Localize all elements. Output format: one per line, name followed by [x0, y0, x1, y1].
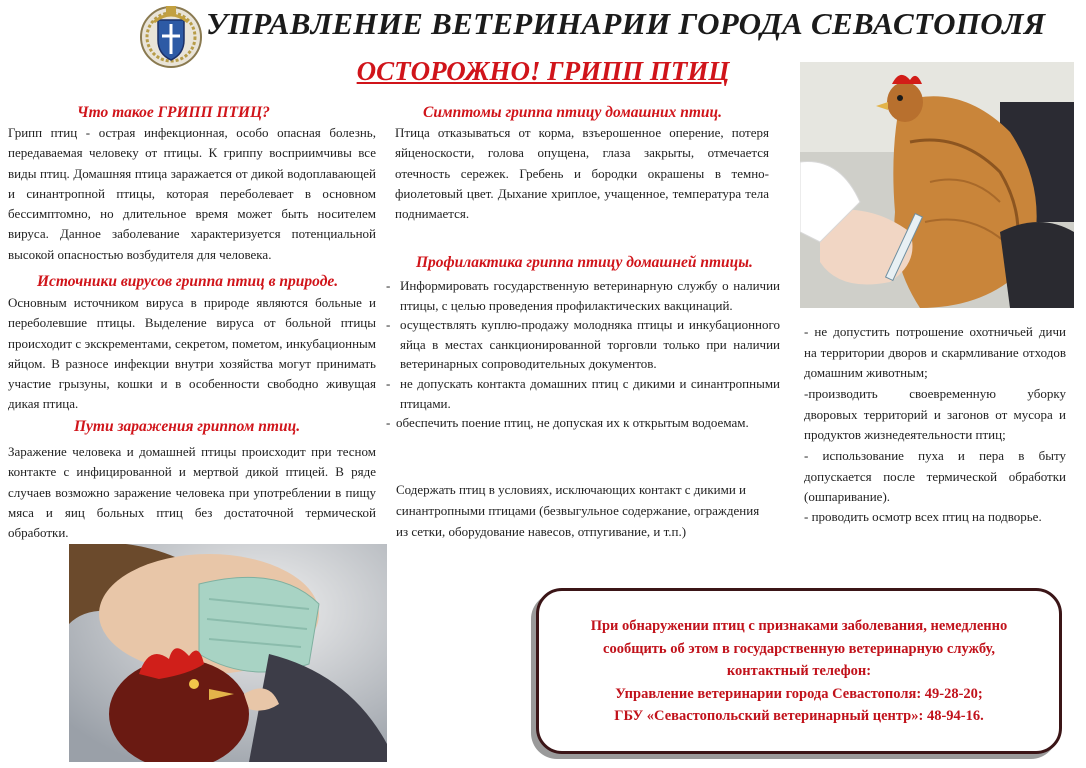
notice-line-5: ГБУ «Севастопольский ветеринарный центр»: 48-94-16.: [614, 708, 984, 724]
list-item: - осуществлять куплю-продажу молодняка птицы и инкубационного яйца в местах санкционированной торговли только при наличии ветеринарных сопроводительных документов.: [386, 317, 780, 372]
heading-what-is: Что такое ГРИПП ПТИЦ?: [77, 104, 270, 121]
prevention-tail-3: из сетки, оборудование навесов, отпугивание, и т.п.): [396, 524, 687, 539]
notice-line-1: При обнаружении птиц с признаками заболевания, немедленно: [590, 618, 1008, 634]
col3-item-1: - не допустить потрошение охотничьей дичи на территории дворов и скармливание отходов домашним животным;: [804, 324, 1066, 380]
hen-vaccination-photo: [800, 62, 1074, 308]
text-ways: Заражение человека и домашней птицы происходит при тесном контакте с инфицированной и мертвой дикой птицей. В ряде случаев возможно заражение человека при употреблении в пищу мяса и яиц больных птиц без достаточной термической обработки.: [8, 444, 376, 541]
col3-item-2: -производить своевременную уборку дворовых территорий и загонов от мусора и продуктов жизнедеятельности птиц;: [804, 386, 1066, 442]
contact-notice-box: [536, 588, 1062, 754]
notice-line-3: контактный телефон:: [726, 663, 872, 679]
text-sources: Основным источником вируса в природе являются больные и переболевшие птицы. Выделение вируса от больной птицы происходит с экскрементами, секретом, пометом, инкубационным яйцом. В разносе инфекции внутри хозяйства могут принимать участие грызуны, кошки и в особенности свободно живущая дикая птица.: [8, 295, 376, 412]
heading-symptoms: Симптомы гриппа птицу домашних птиц.: [423, 104, 723, 121]
list-item: - Информировать государственную ветеринарную службу о наличии птицы, с целью проведения профилактических вакцинаций.: [386, 278, 780, 313]
notice-line-4: Управление ветеринарии города Севастополя: 49-28-20;: [615, 685, 983, 702]
text-what-is: Грипп птиц - острая инфекционная, особо опасная болезнь, передаваемая человеку от птицы. К гриппу восприимчивы все виды птиц. Домашняя птица заражается от дикой водоплавающей и синантропной птицы, которая переболевает в основном бессимптомно, но длительное время может быть носителем вируса. Данное заболевание характеризуется потенциальной высокой опасностью возбудителя для человека.: [8, 125, 376, 262]
prevention-list: [384, 276, 780, 433]
list-item: - не допускать контакта домашних птиц с дикими и синантропными птицами.: [386, 375, 780, 411]
heading-prevention: Профилактика гриппа птицу домашней птицы.: [416, 254, 753, 271]
col3-item-4: - проводить осмотр всех птиц на подворье.: [804, 509, 1042, 524]
notice-line-2: сообщить об этом в государственную ветеринарную службу,: [603, 640, 995, 657]
heading-ways: Пути заражения гриппом птиц.: [74, 418, 301, 435]
prevention-tail-1: Содержать птиц в условиях, исключающих контакт с дикими и: [396, 482, 747, 497]
col3-item-3: - использование пуха и пера в быту допускается после термической обработки (ошпаривание).: [804, 448, 1066, 504]
warning-title: ОСТОРОЖНО! ГРИПП ПТИЦ: [356, 56, 730, 86]
child-with-rooster-photo: [69, 544, 387, 762]
notice-text: [539, 615, 1059, 728]
list-item: - обеспечить поение птиц, не допуская их к открытым водоемам.: [386, 415, 749, 431]
prevention-tail-2: синантропными птицами (безвыгульное содержание, ограждения: [396, 503, 760, 518]
text-symptoms: Птица отказываться от корма, взъерошенное оперение, потеря яйценоскости, голова опущена, глаза закрыты, отмечается отечность сережек. Гребень и бородки окрашены в темно-фиолетовый цвет. Дыхание хриплое, учащенное, температура тела поднимается.: [395, 125, 769, 222]
heading-sources: Источники вирусов гриппа птиц в природе.: [37, 273, 339, 290]
page-title: УПРАВЛЕНИЕ ВЕТЕРИНАРИИ ГОРОДА СЕВАСТОПОЛЯ: [206, 6, 1046, 41]
